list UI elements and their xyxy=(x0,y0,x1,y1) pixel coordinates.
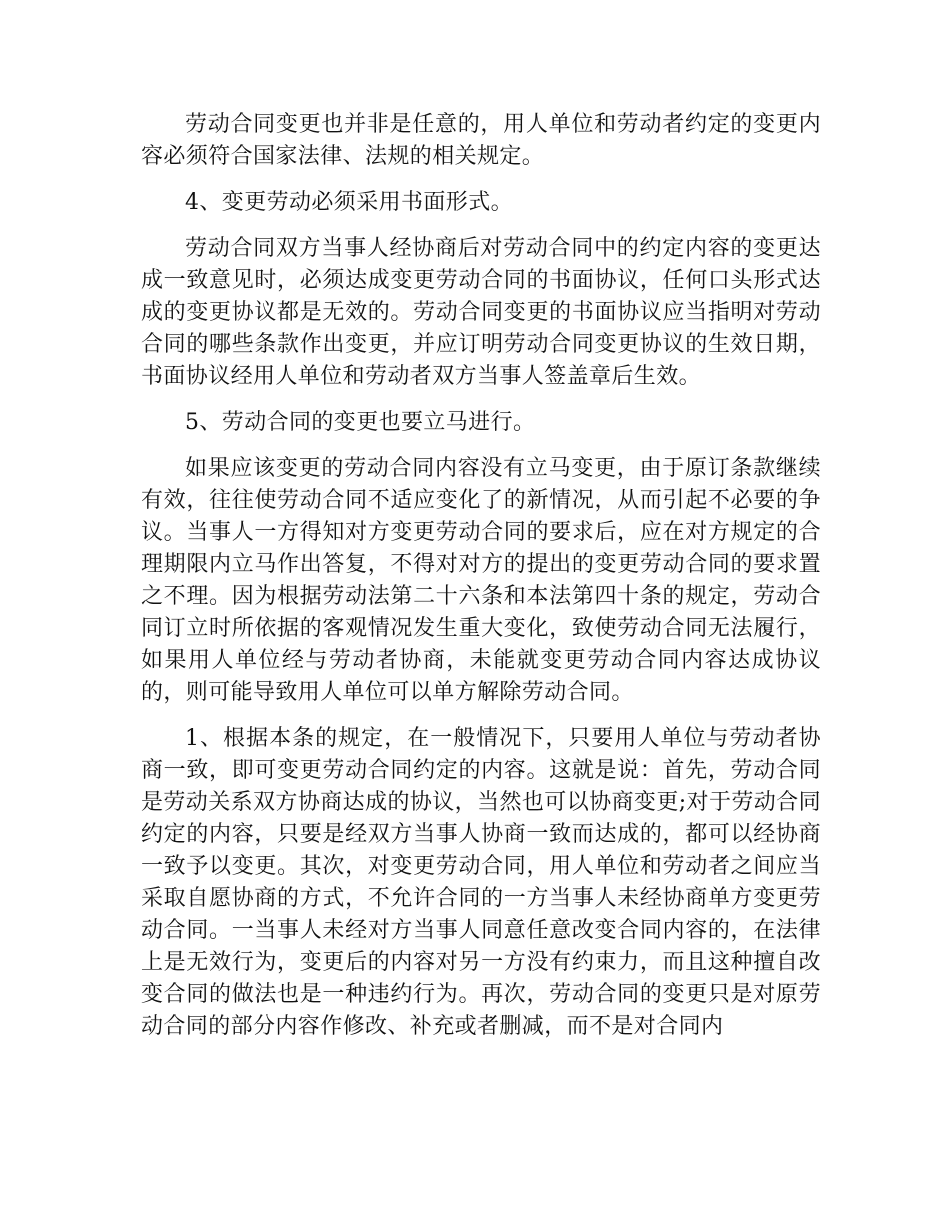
document-body xyxy=(141,109,821,1057)
paragraph-timely-response: 如果应该变更的劳动合同内容没有立马变更，由于原订条款继续有效，往往使劳动合同不适应变化了的新情况，从而引起不必要的争议。当事人一方得知对方变更劳动合同的要求后，应在对方规定的合理期限内立马作出答复，不得对对方的提出的变更劳动合同的要求置之不理。因为根据劳动法第二十六条和本法第四十条的规定，劳动合同订立时所依据的客观情况发生重大变化，致使劳动合同无法履行，如果用人单位经与劳动者协商，未能就变更劳动合同内容达成协议的，则可能导致用人单位可以单方解除劳动合同。 xyxy=(141,456,821,705)
paragraph-contract-change-legality: 劳动合同变更也并非是任意的，用人单位和劳动者约定的变更内容必须符合国家法律、法规的相关规定。 xyxy=(141,112,821,169)
paragraph-written-agreement: 劳动合同双方当事人经协商后对劳动合同中的约定内容的变更达成一致意见时，必须达成变更劳动合同的书面协议，任何口头形式达成的变更协议都是无效的。劳动合同变更的书面协议应当指明对劳动合同的哪些条款作出变更，并应订明劳动合同变更协议的生效日期，书面协议经用人单位和劳动者双方当事人签盖章后生效。 xyxy=(141,236,821,389)
section-heading-immediate-change: 5、劳动合同的变更也要立马进行。 xyxy=(185,410,536,435)
section-heading-written-form: 4、变更劳动必须采用书面形式。 xyxy=(185,190,513,215)
paragraph-mutual-consultation: 1、根据本条的规定，在一般情况下，只要用人单位与劳动者协商一致，即可变更劳动合同约定的内容。这就是说：首先，劳动合同是劳动关系双方协商达成的协议，当然也可以协商变更;对于劳动合同约定的内容，只要是经双方当事人协商一致而达成的，都可以经协商一致予以变更。其次，对变更劳动合同，用人单位和劳动者之间应当采取自愿协商的方式，不允许合同的一方当事人未经协商单方变更劳动合同。一当事人未经对方当事人同意任意改变合同内容的，在法律上是无效行为，变更后的内容对另一方没有约束力，而且这种擅自改变合同的做法也是一种违约行为。再次，劳动合同的变更只是对原劳动合同的部分内容作修改、补充或者删减，而不是对合同内 xyxy=(141,726,821,1039)
